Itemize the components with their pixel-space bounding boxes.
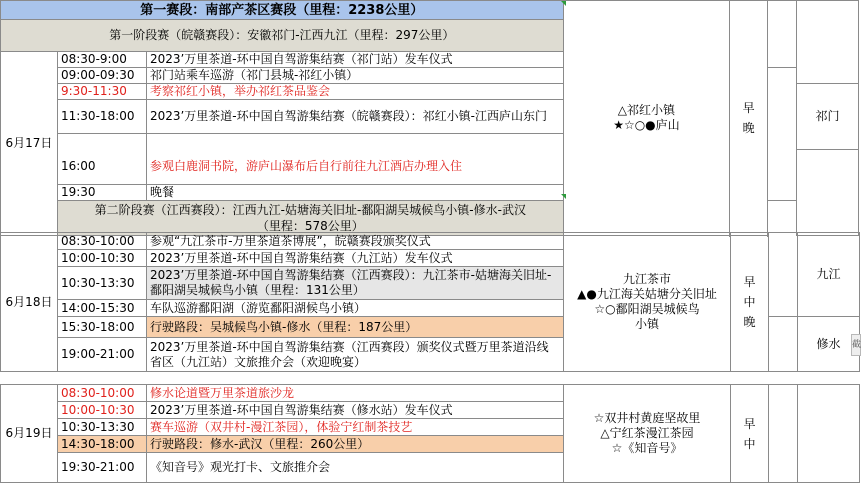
places-text: △祁红小镇 ★☆○●庐山 (613, 103, 680, 132)
event-cell: 考察祁红小镇，举办祁红茶品鉴会 (146, 84, 563, 100)
blank-cell (798, 385, 860, 483)
places-text: 九江茶市 ▲●九江海关姑塘分关旧址 ☆○鄱阳湖吴城候鸟 小镇 (577, 272, 717, 331)
event-cell: 行驶路段：修水-武汉（里程：260公里） (147, 436, 564, 453)
places-cell-stage2 (564, 233, 731, 372)
meals-text: 早 晚 (742, 101, 755, 135)
meals-cell-stage3 (731, 385, 769, 483)
time-cell: 16:00 (57, 150, 146, 185)
places-text: ☆双井村黄庭坚故里 △宁红茶漫江茶园 ☆《知音号》 (593, 411, 701, 455)
places-cell-stage3 (564, 385, 731, 483)
time-cell: 19:30 (57, 185, 146, 201)
event-cell: 行驶路段：吴城候鸟小镇-修水（里程：187公里） (147, 317, 564, 338)
places-cell-stage1 (563, 1, 730, 236)
time-cell: 08:30-9:00 (57, 52, 146, 68)
date-cell: 6月18日 (1, 233, 58, 372)
time-cell: 10:30-13:30 (58, 419, 147, 436)
event-cell: 修水论道暨万里茶道旅沙龙 (147, 385, 564, 402)
event-cell: 2023’万里茶道-环中国自驾游集结赛（祁门站）发车仪式 (146, 52, 563, 68)
time-cell: 15:30-18:00 (58, 317, 147, 338)
blank-cell (769, 233, 798, 317)
city-cell: 祁门 (797, 84, 859, 150)
section-title: 第一赛段：南部产茶区赛段（里程：2238公里） (1, 1, 564, 20)
blank-cell (797, 150, 859, 236)
event-cell: 参观白鹿洞书院，游庐山瀑布后自行前往九江酒店办理入住 (146, 150, 563, 185)
date-cell: 6月17日 (1, 52, 58, 236)
time-cell: 14:30-18:00 (58, 436, 147, 453)
event-cell: 2023’万里茶道-环中国自驾游集结赛（九江站）发车仪式 (147, 250, 564, 267)
stage2-header-line1: 第二阶段赛（江西赛段）：江西九江-姑塘海关旧址-鄱阳湖吴城候鸟小镇-修水-武汉 (94, 203, 526, 217)
time-cell: 09:00-09:30 (57, 68, 146, 84)
stage2-table (0, 232, 860, 372)
city-cell: 九江 (798, 233, 860, 317)
stage2-header-line2: （里程：578公里） (256, 219, 364, 233)
meals-cell-stage2 (731, 233, 769, 372)
schedule-table (0, 0, 859, 236)
event-cell: 赛车巡游（双井村-漫江茶园），体验宁红制茶技艺 (147, 419, 564, 436)
meals-cell-stage1 (730, 1, 768, 236)
event-cell-empty (146, 134, 563, 150)
blank-cell (797, 1, 859, 84)
time-cell-empty (57, 134, 146, 150)
blank-cell (769, 317, 798, 372)
event-cell: 2023’万里茶道-环中国自驾游集结赛（江西赛段）：九江茶市-姑塘海关旧址-鄱阳湖吴城候鸟小镇（里程：131公里） (147, 267, 564, 300)
event-cell: 祁门站乘车巡游（祁门县城-祁红小镇） (146, 68, 563, 84)
time-cell: 10:00-10:30 (58, 250, 147, 267)
event-cell: 参观“九江茶市-万里茶道茶博展”，皖赣赛段颁奖仪式 (147, 233, 564, 250)
stage1-header: 第一阶段赛（皖赣赛段）：安徽祁门-江西九江（里程：297公里） (1, 20, 564, 52)
time-cell: 08:30-10:00 (58, 385, 147, 402)
event-cell: 晚餐 (146, 185, 563, 201)
blank-cell (769, 385, 798, 483)
meals-text: 早 中 晚 (743, 275, 756, 329)
date-cell: 6月19日 (1, 385, 58, 483)
stage2-block (0, 232, 860, 372)
event-cell: 《知音号》观光打卡、文旅推介会 (147, 453, 564, 483)
time-cell: 19:00-21:00 (58, 338, 147, 372)
comment-marker-icon[interactable] (561, 1, 566, 6)
time-cell: 19:30-21:00 (58, 453, 147, 483)
event-cell: 车队巡游鄱阳湖（游览鄱阳湖候鸟小镇） (147, 300, 564, 317)
time-cell: 11:30-18:00 (57, 100, 146, 134)
blank-cell (768, 68, 797, 201)
blank-cell (768, 1, 797, 68)
event-cell: 2023’万里茶道-环中国自驾游集结赛（江西赛段）颁奖仪式暨万里茶道沿线省区（九江站）文旅推介会（欢迎晚宴） (147, 338, 564, 372)
comment-marker-icon[interactable] (561, 194, 566, 199)
screenshot-tooltip[interactable]: 截 (851, 334, 861, 356)
time-cell: 9:30-11:30 (57, 84, 146, 100)
city-cell: 修水 (798, 317, 860, 372)
stage3-table (0, 384, 860, 483)
time-cell: 08:30-10:00 (58, 233, 147, 250)
time-cell: 14:00-15:30 (58, 300, 147, 317)
event-cell: 2023’万里茶道-环中国自驾游集结赛（皖赣赛段）：祁红小镇-江西庐山东门 (146, 100, 563, 134)
time-cell: 10:00-10:30 (58, 402, 147, 419)
time-cell: 10:30-13:30 (58, 267, 147, 300)
stage2-header (57, 201, 563, 236)
stage3-block (0, 384, 860, 483)
meals-text: 早 中 (743, 416, 756, 451)
event-cell: 2023’万里茶道-环中国自驾游集结赛（修水站）发车仪式 (147, 402, 564, 419)
